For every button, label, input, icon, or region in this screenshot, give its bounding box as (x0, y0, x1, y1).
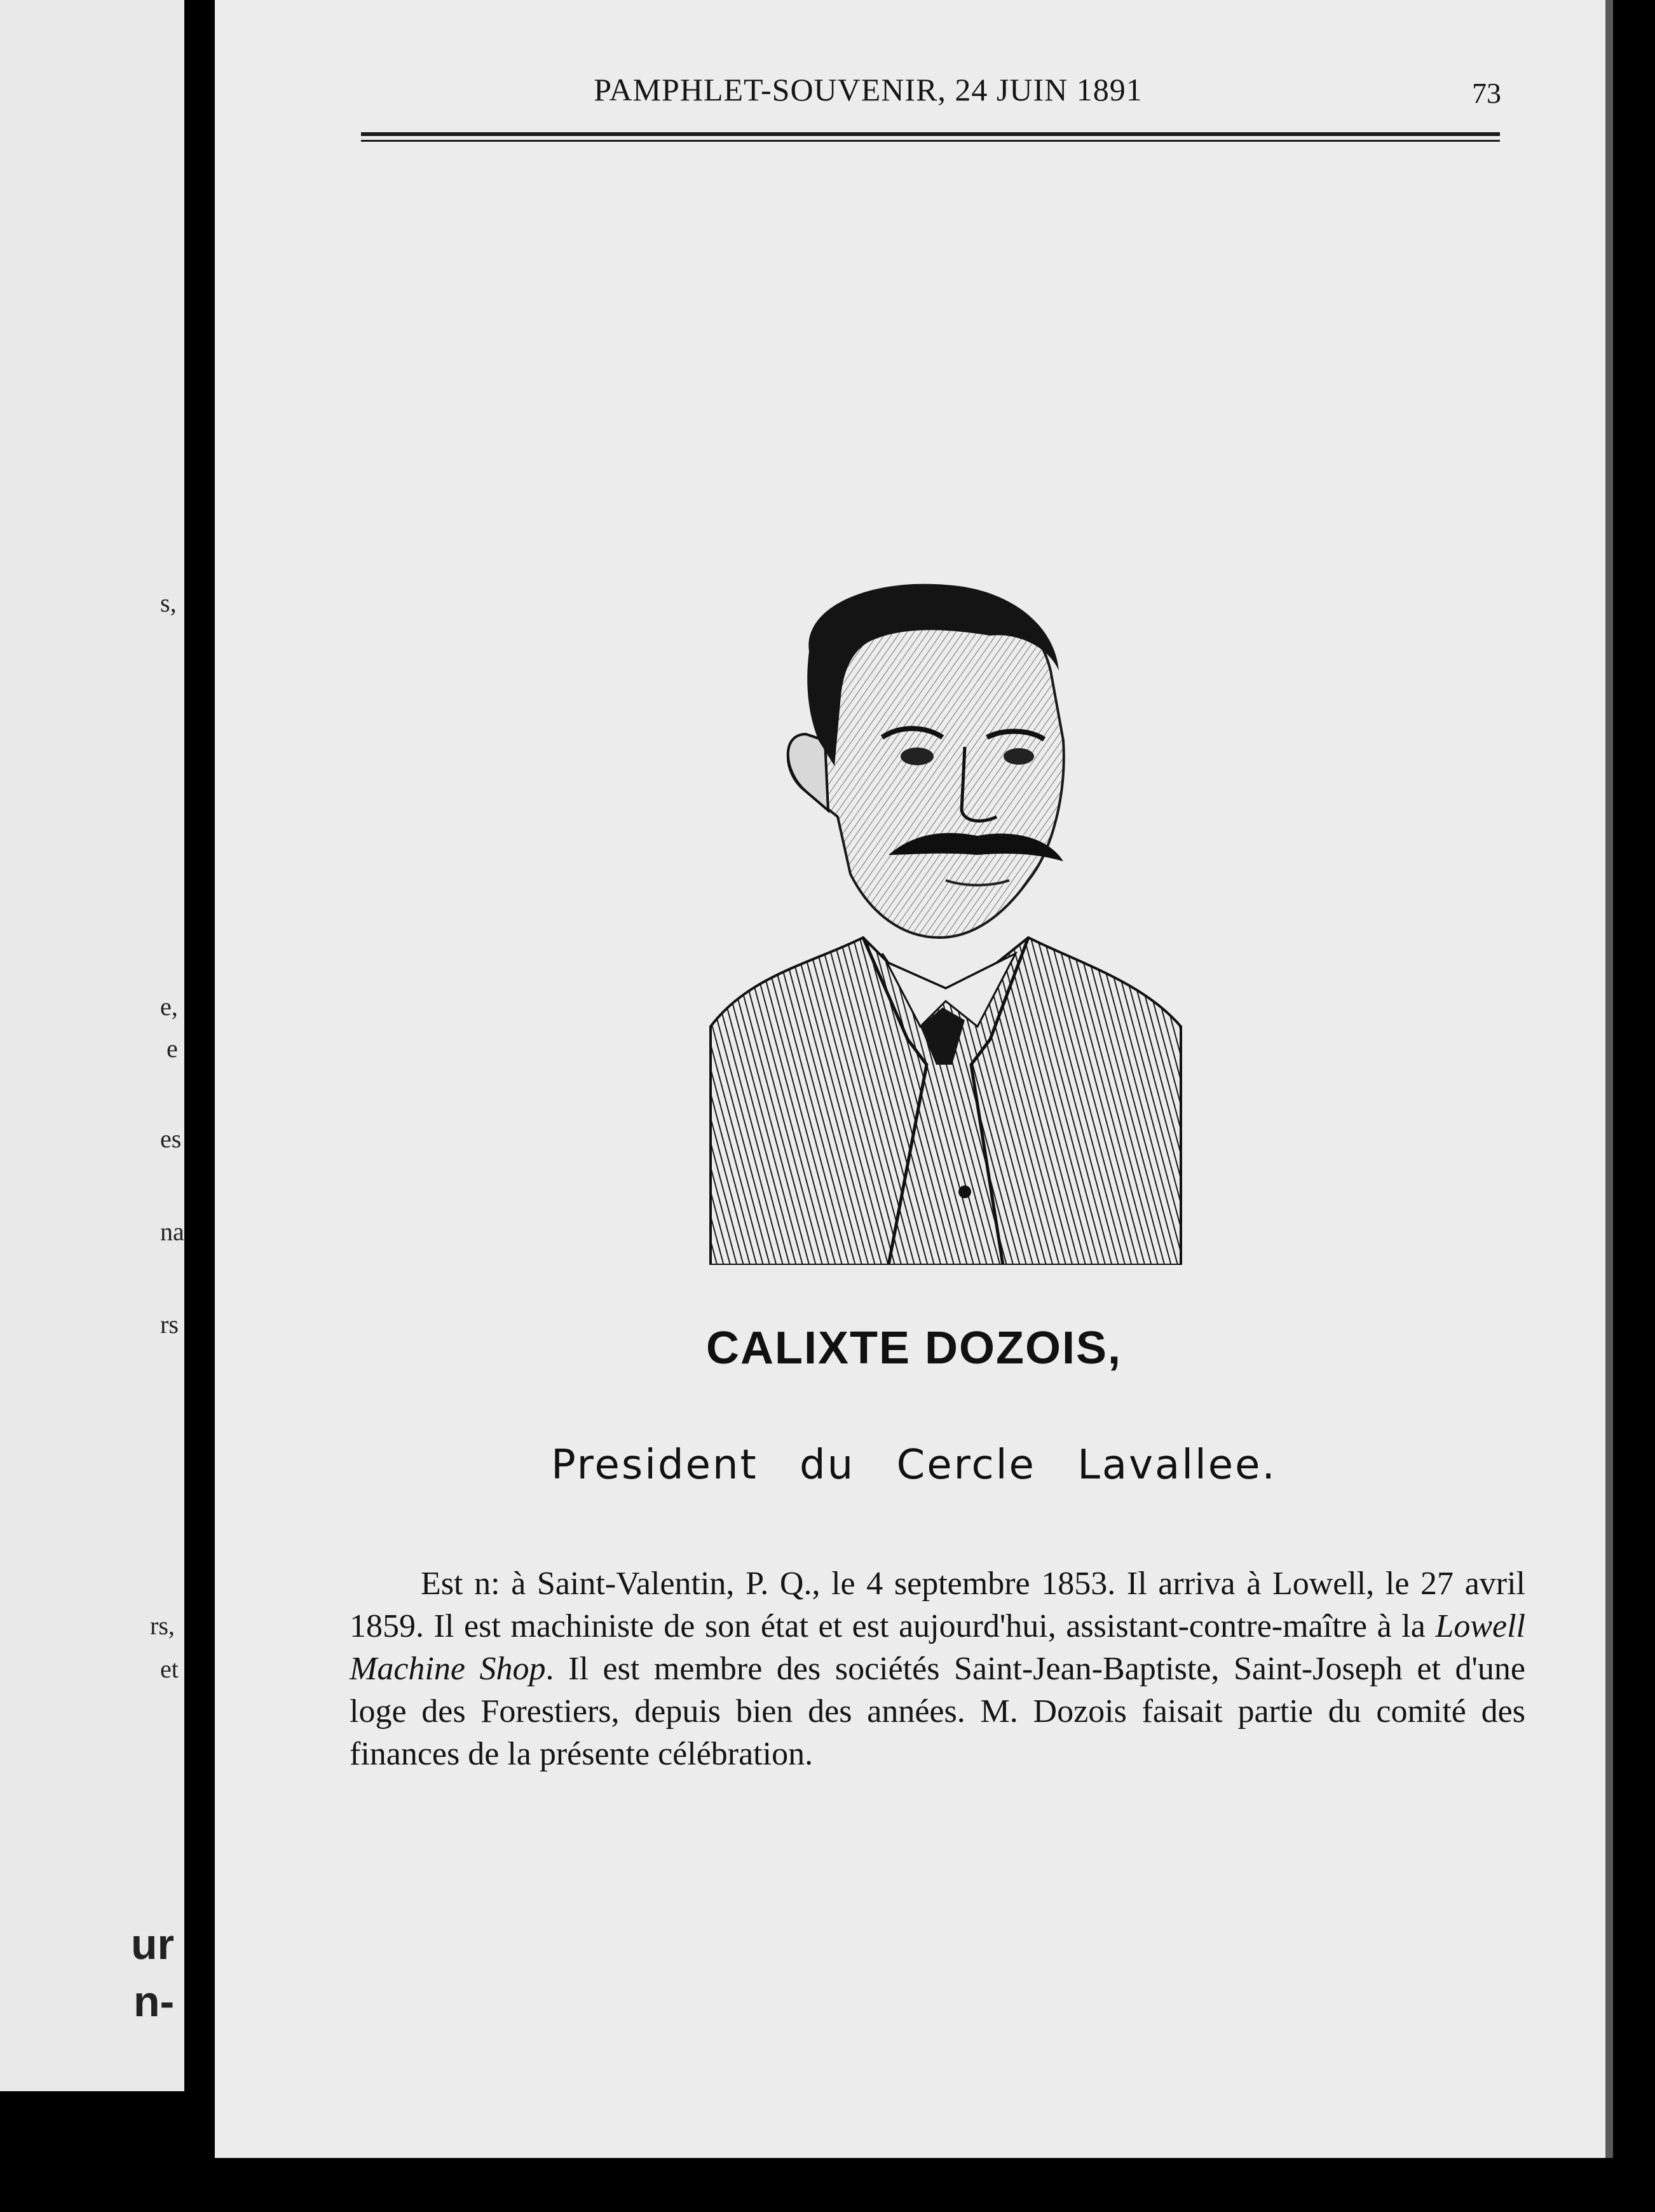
left-page-fragment-text: ur (131, 1920, 174, 1969)
workplace-name: Lowell Machine Shop (350, 1608, 1525, 1687)
biography-text: Est n: à Saint-Valentin, P. Q., le 4 septembre 1853. Il arriva à Lowell, le 27 avril 1859. Il est machiniste de son état et est aujourd'hui, assistant-contre-maître à la (350, 1566, 1525, 1644)
left-page-fragment-text: et (160, 1655, 179, 1683)
left-page-fragment-text: e, (160, 992, 178, 1021)
header-rule (361, 132, 1500, 136)
left-page-fragment-text: s, (160, 589, 177, 617)
left-page-fragment-text: rs (160, 1310, 179, 1339)
engraved-portrait-icon (698, 582, 1194, 1265)
document-page (215, 0, 1613, 2158)
person-name: CALIXTE DOZOIS, (705, 1323, 1122, 1374)
left-page-fragment-text: e (167, 1034, 178, 1063)
scan-border (0, 2158, 1655, 2212)
page-number: 73 (1472, 77, 1501, 109)
header-rule (361, 140, 1500, 142)
biography-paragraph (350, 1562, 1525, 1775)
left-page-fragment-text: na (160, 1217, 184, 1246)
biography-text: . Il est membre des sociétés Saint-Jean-Baptiste, Saint-Joseph et d'une loge des Forestiers, depuis bien des années. M. Dozois faisait partie du comité des finances de la présente célébration. (350, 1651, 1525, 1772)
left-page-fragment-text: es (160, 1124, 182, 1153)
person-title: President du Cercle Lavallee. (551, 1442, 1277, 1489)
running-header: PAMPHLET-SOUVENIR, 24 JUIN 1891 (594, 72, 1143, 107)
book-gutter (184, 0, 215, 2212)
left-page-fragment-text: rs, (150, 1611, 175, 1640)
left-page-fragment (0, 0, 184, 2091)
left-page-fragment-text: n- (133, 1977, 175, 2026)
